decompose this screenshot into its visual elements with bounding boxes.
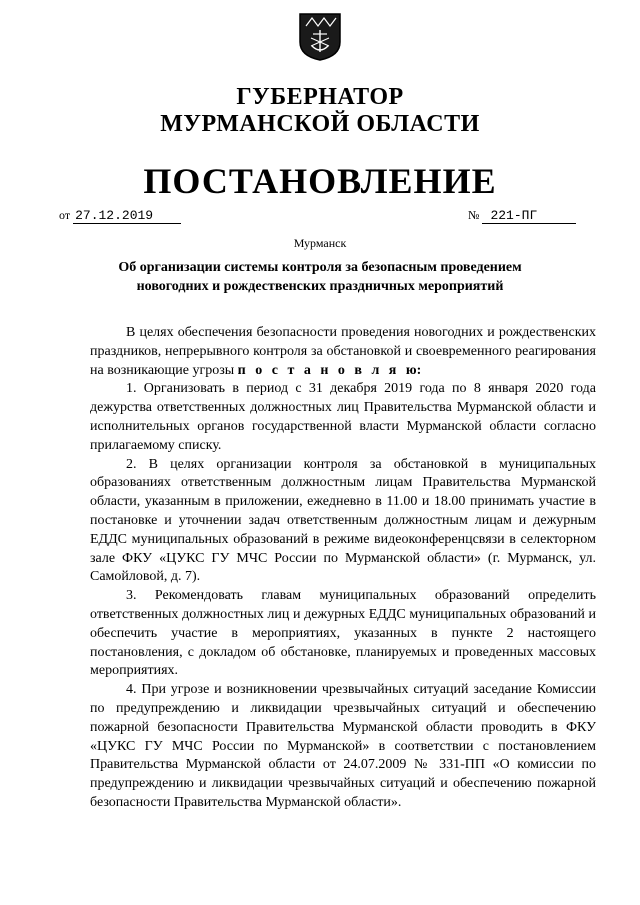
- document-type-title: ПОСТАНОВЛЕНИЕ: [143, 161, 497, 201]
- date-field: 27.12.2019: [73, 209, 181, 224]
- number-field: 221-ПГ: [482, 209, 576, 224]
- decree-word: п о с т а н о в л я: [237, 362, 406, 378]
- intro-text: В целях обеспечения безопасности проведения новогодних и рождественских праздников, непрерывного контроля за обстановкой и своевременного реагирования на возникающие угрозы: [90, 325, 596, 378]
- decree-word-end: ю:: [405, 362, 422, 378]
- number-row: [468, 208, 576, 224]
- city-label: Мурманск: [293, 236, 347, 250]
- document-body: [90, 324, 596, 813]
- paragraph-4: 4. При угрозе и возникновении чрезвычайных ситуаций заседание Комиссии по предупреждению и ликвидации чрезвычайных ситуаций и обеспечению пожарной безопасности Правительства Мурманской области проводить в ФКУ «ЦУКС ГУ МЧС России по Мурманской» в соответствии с постановлением Правительства Мурманской области от 24.07.2009 № 331-ПП «О комиссии по предупреждению и ликвидации чрезвычайных ситуаций и обеспечению пожарной безопасности Правительства Мурманской области».: [90, 682, 596, 810]
- subject-line2: новогодних и рождественских праздничных мероприятий: [136, 279, 504, 294]
- issuer-title-line2: МУРМАНСКОЙ ОБЛАСТИ: [160, 111, 480, 137]
- issuer-title-line1: ГУБЕРНАТОР: [236, 84, 404, 110]
- date-row: [59, 208, 181, 224]
- paragraph-1: 1. Организовать в период с 31 декабря 2019 года по 8 января 2020 года дежурства ответственных должностных лиц Правительства Мурманской области и исполнительных органов государственной власти Мурманской области согласно прилагаемому списку.: [90, 381, 596, 453]
- date-prefix: от: [59, 208, 71, 222]
- paragraph-3: 3. Рекомендовать главам муниципальных образований определить ответственных должностных лиц и дежурных ЕДДС муниципальных образований и обеспечить участие в мероприятиях, указанных в пункте 2 настоящего постановления, с докладом об обстановке, планируемых и проведенных массовых мероприятиях.: [90, 588, 596, 679]
- intro-paragraph: [90, 324, 596, 380]
- coat-of-arms-emblem: [298, 12, 342, 62]
- subject-line1: Об организации системы контроля за безопасным проведением: [118, 260, 522, 275]
- paragraph-2: 2. В целях организации контроля за обстановкой в муниципальных образованиях ответственным должностным лицам Правительства Мурманской области, указанным в приложении, ежедневно в 11.00 и 18.00 принимать участие в постановке и уточнении задач ответственным должностным лицам и дежурным ЕДДС муниципальных образований в режиме видеоконференцсвязи в селекторном зале ФКУ «ЦУКС ГУ МЧС России по Мурманской области» (г. Мурманск, ул. Самойловой, д. 7).: [90, 456, 596, 585]
- number-prefix: №: [468, 208, 480, 222]
- document-subject: [90, 258, 550, 296]
